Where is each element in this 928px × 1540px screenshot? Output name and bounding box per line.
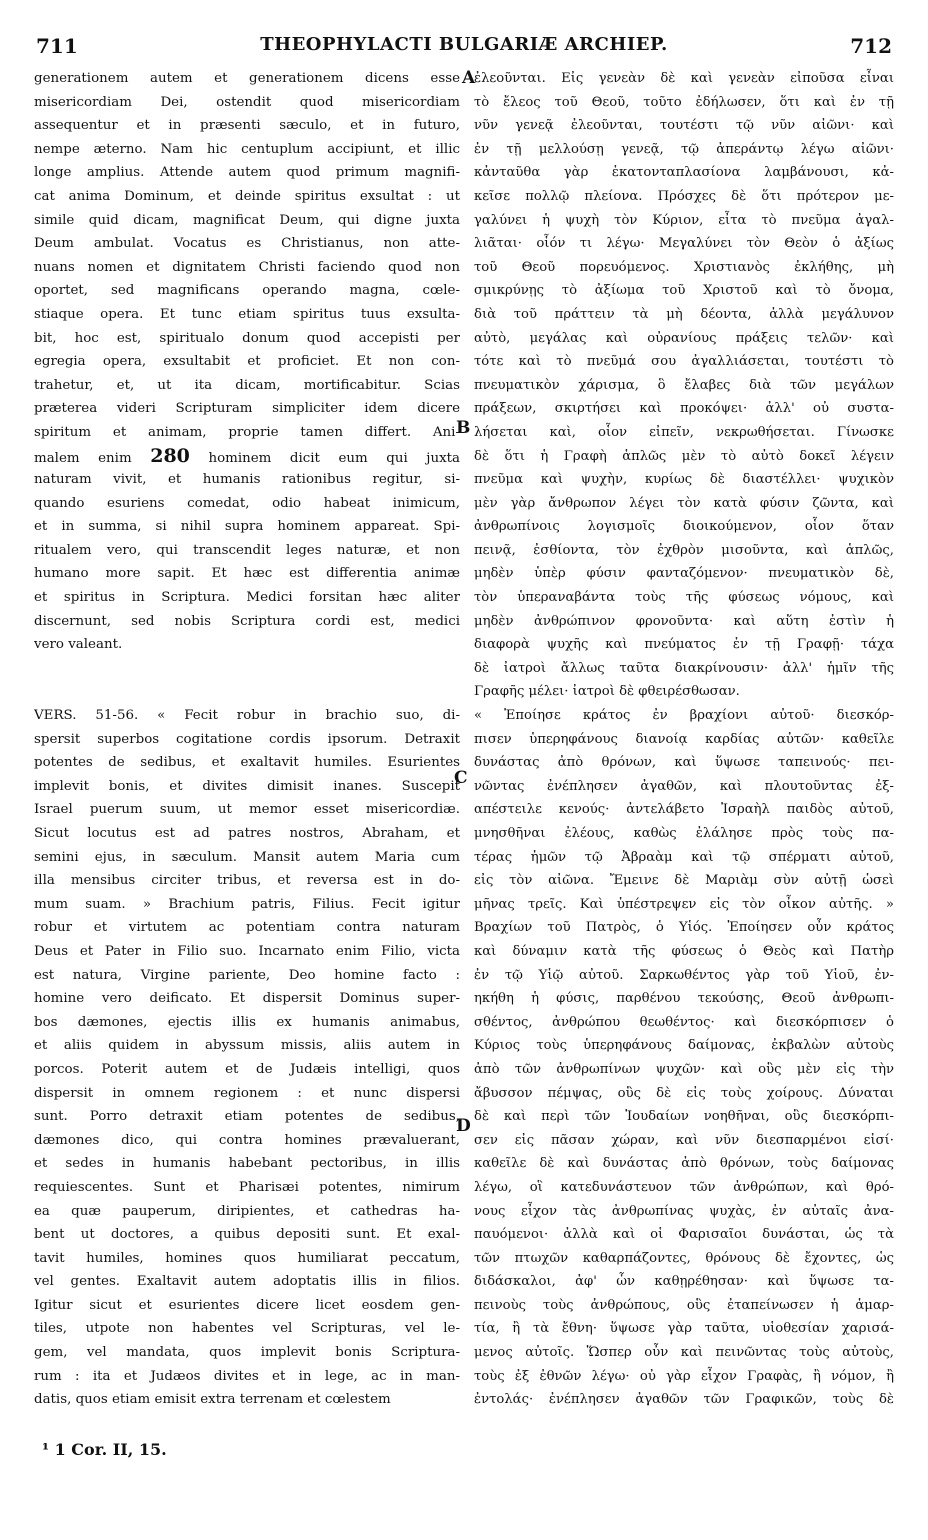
latin-text-line: præterea videri Scripturam simpliciter idem dicere — [34, 401, 460, 417]
running-title: THEOPHYLACTI BULGARIÆ ARCHIEP. — [260, 34, 668, 55]
latin-text-line: tavit humiles, homines quos humiliarat peccatum, — [34, 1250, 460, 1266]
greek-text-line: καθεῖλε δὲ καὶ δυνάστας ἀπὸ θρόνων, τοὺς δαίμονας — [474, 1156, 894, 1172]
greek-text-line: τοὺς ἐξ ἐθνῶν λέγω· οὐ γὰρ εἶχον Γραφὰς, ἢ νόμον, ἢ — [474, 1368, 894, 1384]
latin-text-line: simile quid dicam, magnificat Deum, qui digne juxta — [34, 212, 460, 228]
greek-text-line: τέρας ἡμῶν τῷ Ἀβραὰμ καὶ τῷ σπέρματι αὐτοῦ, — [474, 849, 894, 865]
footnote: ¹ 1 Cor. II, 15. — [42, 1440, 167, 1459]
latin-text-line: VERS. 51-56. « Fecit robur in brachio suo, di- — [34, 708, 460, 724]
latin-text-line: ritualem vero, qui transcendit leges naturæ, et non — [34, 542, 460, 558]
greek-text-line: δυνάστας ἀπὸ θρόνων, καὶ ὕψωσε ταπεινούς· πει- — [474, 755, 894, 771]
greek-text-line: Κύριος τοὺς ὑπερηφάνους δαίμονας, ἐκβαλὼν αὐτοὺς — [474, 1038, 894, 1054]
latin-text-line: nempe æterno. Nam hic centuplum accipiunt, et illic — [34, 141, 460, 157]
greek-text-line: νῶντας ἐνέπλησεν ἀγαθῶν, καὶ πλουτοῦντας ἐξ- — [474, 778, 894, 794]
latin-text-line: et in summa, si nihil supra hominem appareat. Spi- — [34, 519, 460, 535]
latin-text-line: est natura, Virgine pariente, Deo homine facto : — [34, 967, 460, 983]
greek-text-line: τὸ ἔλεος τοῦ Θεοῦ, τοῦτο ἐδήλωσεν, ὅτι καὶ ἐν τῇ — [474, 94, 894, 110]
greek-text-line: γαλύνει ἡ ψυχὴ τὸν Κύριον, εἶτα τὸ πνεῦμα ἀγαλ- — [474, 212, 894, 228]
margin-marker-d: D — [456, 1116, 471, 1136]
greek-text-line: μὲν γὰρ ἄνθρωπον λέγει τὸν κατὰ φύσιν ζῶντα, καὶ — [474, 495, 894, 511]
latin-text-line: robur et virtutem ac potentiam contra naturam — [34, 920, 460, 936]
greek-text-line: τία, ἢ τὰ ἔθνη· ὕψωσε γὰρ ταῦτα, υἱοθεσίαν χαρισά- — [474, 1321, 894, 1337]
latin-text-line: datis, quos etiam emisit extra terrenam et cœlestem — [34, 1392, 391, 1408]
greek-text-line: σεν εἰς πᾶσαν χώραν, καὶ νῦν διεσπαρμένοι εἰσί· — [474, 1132, 894, 1148]
latin-text-line: Israel puerum suum, ut memor esset misericordiæ. — [34, 802, 460, 818]
latin-text-line: implevit bonis, et divites dimisit inanes. Suscepit — [34, 778, 460, 794]
greek-text-line: ἐλεοῦνται. Εἰς γενεὰν δὲ καὶ γενεὰν εἰποῦσα εἶναι — [474, 71, 894, 86]
greek-text-line: κἀνταῦθα γὰρ ἑκατονταπλασίονα λαμβάνουσι, κἀ- — [474, 165, 894, 181]
greek-text-line: ἐν τῷ Υἱῷ αὐτοῦ. Σαρκωθέντος γὰρ τοῦ Υἱοῦ, ἐν- — [474, 967, 894, 983]
latin-text-line: spiritum et animam, proprie tamen differt. Ani- — [34, 424, 460, 440]
running-header — [0, 34, 928, 60]
greek-text-line: αὐτὸ, μεγάλας καὶ οὐρανίους πράξεις τελῶν· καὶ — [474, 330, 894, 346]
greek-text-line: ηκήθη ἡ φύσις, παρθένου τεκούσης, Θεοῦ ἀνθρωπι- — [474, 991, 894, 1007]
latin-text-line: generationem autem et generationem dicens esse — [34, 71, 460, 86]
latin-text-line: porcos. Poterit autem et de Judæis intelligi, quos — [34, 1061, 460, 1077]
paragraph-gap — [34, 680, 460, 704]
greek-text-line: πισεν ὑπερηφάνους διανοίᾳ καρδίας αὐτῶν· καθεῖλε — [474, 731, 894, 747]
greek-text-line: ἀπὸ τῶν ἀνθρωπίνων ψυχῶν· καὶ οὓς μὲν εἰς τὴν — [474, 1061, 894, 1077]
latin-text-line: naturam vivit, et humanis rationibus regitur, si- — [34, 472, 460, 488]
latin-column — [34, 67, 460, 1412]
greek-text-line: πεινοὺς τοὺς ἀνθρώπους, οὓς ἐταπείνωσεν ἡ ἁμαρ- — [474, 1297, 894, 1313]
paragraph-gap — [34, 657, 460, 681]
greek-text-line: μηδὲν ἀνθρώπινον φρονοῦντα· καὶ αὕτη ἐστὶν ἡ — [474, 613, 894, 629]
latin-text-line: tiles, utpote non habentes vel Scripturas, vel le- — [34, 1321, 460, 1337]
latin-text-line: Igitur sicut et esurientes dicere licet eosdem gen- — [34, 1297, 460, 1313]
latin-text-line: Sicut locutus est ad patres nostros, Abraham, et — [34, 826, 460, 841]
greek-text-line: ἀνθρωπίνοις λογισμοῖς διοικούμενον, οἷον ὅταν — [474, 519, 894, 535]
greek-text-line: δὲ ἰατροὶ ἄλλως ταῦτα διακρίνουσιν· ἀλλ' ἡμῖν τῆς — [474, 660, 894, 676]
latin-text-line: humano more sapit. Et hæc est differentia animæ — [34, 566, 460, 582]
greek-text-line: ἐν τῇ μελλούσῃ γενεᾷ, τῷ ἀπεράντῳ λέγω αἰῶνι· — [474, 141, 894, 157]
page-number-right: 712 — [850, 34, 892, 58]
greek-text-line: μηδὲν ὑπὲρ φύσιν φανταζόμενον· πνευματικὸν δὲ, — [474, 566, 894, 582]
latin-text-line: bit, hoc est, spiritualo donum quod accepisti per — [34, 330, 460, 346]
greek-text-line: δὲ ὅτι ἡ Γραφὴ ἁπλῶς μὲν τὸ αὐτὸ δοκεῖ λέγειν — [474, 448, 894, 464]
greek-text-line: σμικρύνῃς τὸ ἀξίωμα τοῦ Χριστοῦ καὶ τὸ ὄνομα, — [474, 283, 894, 299]
greek-text-line: μῆνας τρεῖς. Καὶ ὑπέστρεψεν εἰς τὸν οἶκον αὐτῆς. » — [474, 896, 894, 912]
greek-text-line: τῶν πτωχῶν καθαρπάζοντες, θρόνους δὲ ἔχοντες, ὡς — [474, 1250, 894, 1266]
latin-text-line: et sedes in humanis habebant pectoribus, in illis — [34, 1156, 460, 1172]
greek-text-line: πράξεων, σκιρτήσει καὶ προκόψει· ἀλλ' οὐ συστα- — [474, 401, 894, 417]
column-number: 280 — [150, 444, 190, 467]
latin-text-line — [34, 445, 460, 469]
greek-text-line: τοῦ Θεοῦ πορευόμενος. Χριστιανὸς ἐκλήθης, μὴ — [474, 259, 894, 275]
latin-text-line: assequentur et in præsenti sæculo, et in futuro, — [34, 118, 460, 134]
latin-text-line: mum suam. » Brachium patris, Filius. Fecit igitur — [34, 896, 460, 912]
greek-text-line: μνησθῆναι ἐλέους, καθὼς ἐλάλησε πρὸς τοὺς πα- — [474, 826, 894, 841]
greek-text-line: τότε καὶ τὸ πνεῦμά σου ἀγαλλιάσεται, τουτέστι τὸ — [474, 354, 894, 370]
latin-text-line: bos dæmones, ejectis illis ex humanis animabus, — [34, 1014, 460, 1030]
greek-text-line: Γραφῆς μέλει· ἰατροὶ δὲ φθειρέσθωσαν. — [474, 684, 740, 700]
greek-text-line: μενος αὐτοῖς. Ὥσπερ οὖν καὶ πεινῶντας τοὺς αὐτοὺς, — [474, 1345, 894, 1361]
latin-text-line: homine vero deificato. Et dispersit Dominus super- — [34, 991, 460, 1007]
latin-text-line: dæmones dico, qui contra homines prævaluerant, — [34, 1132, 460, 1148]
latin-text-line: cat anima Dominum, et deinde spiritus exsultat : ut — [34, 188, 460, 204]
latin-text-fragment: malem enim — [34, 450, 151, 466]
latin-text-line: discernunt, sed nobis Scriptura cordi est, medici — [34, 613, 460, 629]
latin-text-line: misericordiam Dei, ostendit quod misericordiam — [34, 94, 460, 110]
latin-text-line: oportet, sed magnificans operando magna, cœle- — [34, 283, 460, 299]
greek-text-line: διδάσκαλοι, ἀφ' ὧν καθῃρέθησαν· καὶ ὕψωσε τα- — [474, 1274, 894, 1290]
margin-marker-b: B — [456, 418, 471, 438]
latin-text-line: sunt. Porro detraxit etiam potentes de sedibus, — [34, 1109, 460, 1125]
greek-text-line: σθέντος, ἀνθρώπου θεωθέντος· καὶ διεσκόρπισεν ὁ — [474, 1014, 894, 1030]
latin-text-line: Deus et Pater in Filio suo. Incarnato enim Filio, victa — [34, 943, 460, 959]
greek-text-line: λήσεται καὶ, οἷον εἰπεῖν, νεκρωθήσεται. Γίνωσκε — [474, 424, 894, 440]
latin-text-line: egregia opera, exsultabit et proficiet. Et non con- — [34, 354, 460, 370]
latin-text-line: longe amplius. Attende autem quod primum magnifi- — [34, 165, 460, 181]
greek-text-line: λιᾶται· οἷόν τι λέγω· Μεγαλύνει τὸν Θεὸν ὁ ἀξίως — [474, 236, 894, 252]
latin-text-line: stiaque opera. Et tunc etiam spiritus tuus exsulta- — [34, 306, 460, 322]
latin-text-line: semini ejus, in sæculum. Mansit autem Maria cum — [34, 849, 460, 865]
latin-text-fragment: hominem dicit eum qui juxta — [189, 450, 460, 466]
greek-text-line: διαφορὰ ψυχῆς καὶ πνεύματος ἐν τῇ Γραφῇ· τάχα — [474, 637, 894, 653]
greek-text-line: πνευματικὸν χάρισμα, ὃ ἔλαβες διὰ τῶν μεγάλων — [474, 377, 894, 393]
latin-text-line: vero valeant. — [34, 637, 123, 653]
greek-text-line: νους εἶχον τὰς ἀνθρωπίνας ψυχὰς, ἐν αὐταῖς ἀνα- — [474, 1203, 894, 1219]
latin-text-line: quando esuriens comedat, odio habeat inimicum, — [34, 495, 460, 511]
latin-text-line: rum : ita et Judæos divites et in lege, ac in man- — [34, 1368, 460, 1384]
latin-text-line: Deum ambulat. Vocatus es Christianus, non atte- — [34, 236, 460, 252]
margin-marker-a: A — [462, 68, 476, 88]
greek-text-line: κεῖσε πολλῷ πλείονα. Πρόσχες δὲ ὅτι πρότερον με- — [474, 188, 894, 204]
greek-text-line: λέγω, οἳ κατεδυνάστευον τῶν ἀνθρώπων, καὶ θρό- — [474, 1179, 894, 1195]
page-number-left: 711 — [36, 34, 78, 58]
greek-text-line: « Ἐποίησε κράτος ἐν βραχίονι αὐτοῦ· διεσκόρ- — [474, 708, 894, 724]
latin-text-line: spersit superbos cogitatione cordis ipsorum. Detraxit — [34, 731, 460, 747]
greek-text-line: διὰ τοῦ πράττειν τὰ μὴ δέοντα, ἀλλὰ μεγάλυνον — [474, 306, 894, 322]
latin-text-line: ea quæ pauperum, diripientes, et cathedras ha- — [34, 1203, 460, 1219]
greek-text-line: καὶ δύναμιν κατὰ τῆς φύσεως ὁ Θεὸς καὶ Πατὴρ — [474, 943, 894, 959]
latin-text-line: et aliis quidem in abyssum missis, aliis autem in — [34, 1038, 460, 1054]
greek-text-line: παυόμενοι· ἀλλὰ καὶ οἱ Φαρισαῖοι δυνάσται, ὡς τὰ — [474, 1227, 894, 1243]
greek-text-line: Βραχίων τοῦ Πατρὸς, ὁ Υἱός. Ἐποίησεν οὖν κράτος — [474, 920, 894, 936]
greek-text-line: δὲ καὶ περὶ τῶν Ἰουδαίων νοηθῆναι, οὓς διεσκόρπι- — [474, 1109, 894, 1125]
latin-text-line: gem, vel mandata, quos implevit bonis Scriptura- — [34, 1345, 460, 1361]
greek-text-line: εἰς τὸν αἰῶνα. Ἔμεινε δὲ Μαριὰμ σὺν αὐτῇ ὡσεὶ — [474, 873, 894, 889]
greek-text-line: πνεῦμα καὶ ψυχὴν, κυρίως δὲ διαστέλλει· ψυχικὸν — [474, 472, 894, 488]
margin-marker-c: C — [454, 768, 468, 788]
latin-text-line: requiescentes. Sunt et Pharisæi potentes, nimirum — [34, 1179, 460, 1195]
greek-text-line: νῦν γενεᾷ ἐλεοῦνται, τουτέστι τῷ νῦν αἰῶνι· καὶ — [474, 118, 894, 134]
latin-text-line: dispersit in omnem regionem : et nunc dispersi — [34, 1085, 460, 1101]
latin-text-line: potentes de sedibus, et exaltavit humiles. Esurientes — [34, 755, 460, 771]
latin-text-line: nuans nomen et dignitatem Christi faciendo quod non — [34, 259, 460, 275]
greek-text-line: τὸν ὑπεραναβάντα τοὺς τῆς φύσεως νόμους, καὶ — [474, 590, 894, 606]
latin-text-line: bent ut doctores, a quibus depositi sunt. Et exal- — [34, 1227, 460, 1243]
latin-text-line: trahetur, et, ut ita dicam, mortificabitur. Scias — [34, 377, 460, 393]
greek-text-line: πεινᾷ, ἐσθίοντα, τὸν ἐχθρὸν μισοῦντα, καὶ ἁπλῶς, — [474, 542, 894, 558]
greek-text-line: ἐντολάς· ἐνέπλησεν ἀγαθῶν τῶν Γραφικῶν, τοὺς δὲ — [474, 1392, 894, 1408]
latin-text-line: illa mensibus circiter tribus, et reversa est in do- — [34, 873, 460, 889]
greek-text-line: ἄβυσσον πέμψας, οὓς δὲ εἰς τοὺς χοίρους. Δύναται — [474, 1085, 894, 1101]
greek-text-line: απέστειλε κενούς· ἀντελάβετο Ἰσραὴλ παιδὸς αὐτοῦ, — [474, 802, 894, 818]
latin-text-line: vel gentes. Exaltavit autem adoptatis illis in filios. — [34, 1274, 460, 1290]
latin-text-line: et spiritus in Scriptura. Medici forsitan hæc aliter — [34, 590, 460, 606]
greek-column — [474, 67, 894, 1412]
